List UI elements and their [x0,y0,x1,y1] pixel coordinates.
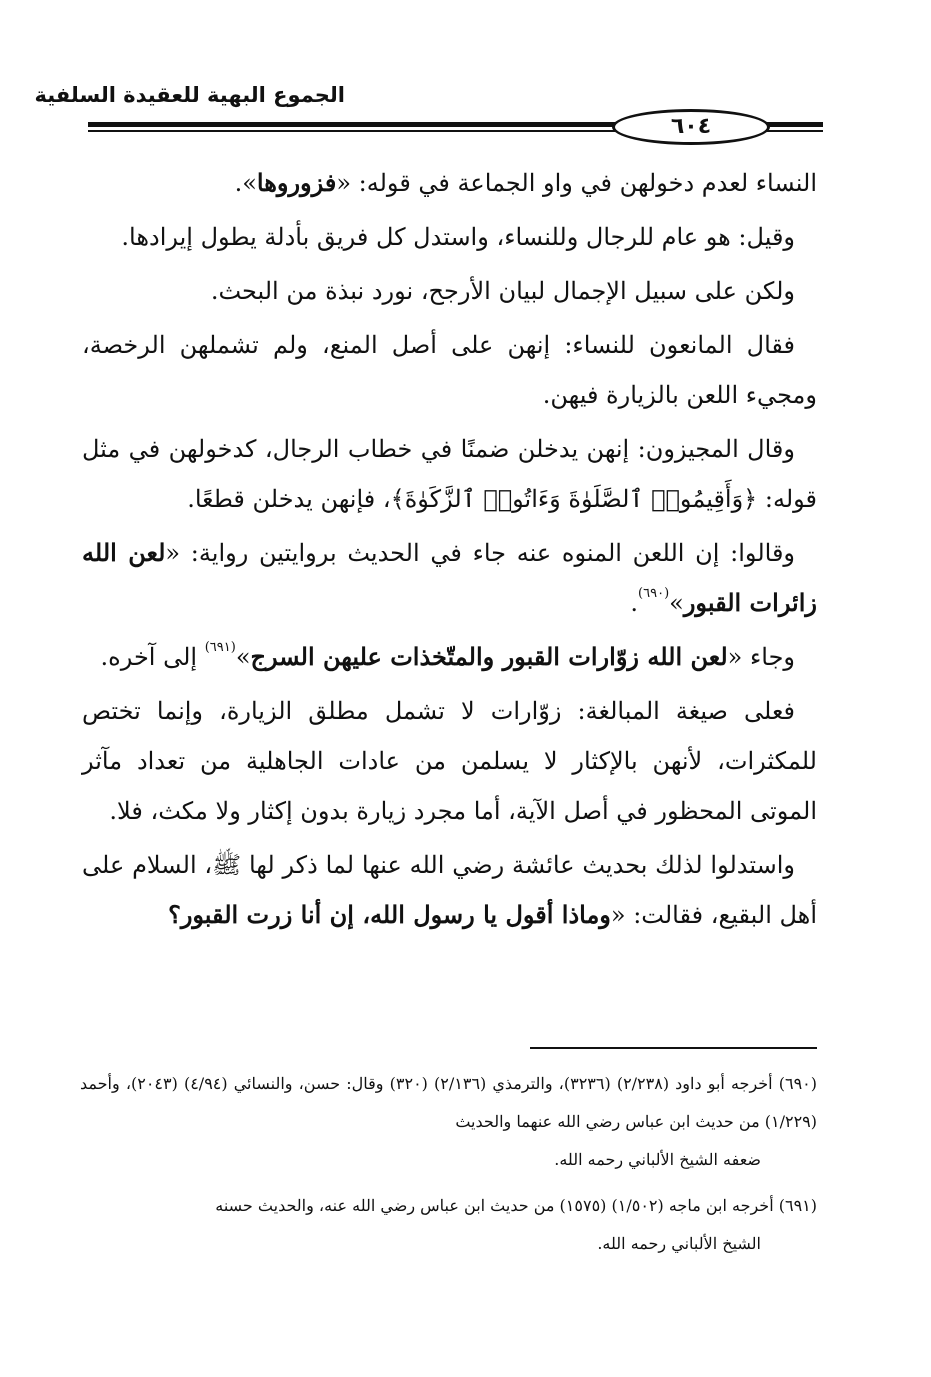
header-rule-right [765,122,823,127]
text: ». [234,169,257,197]
paragraph: ولكن على سبيل الإجمال لبيان الأرجح، نورد نبذة من البحث. [210,277,795,305]
body-text [82,158,817,944]
text: النساء لعدم دخولهن في واو الجماعة في قوله: « [336,169,817,197]
paragraph: وقيل: هو عام للرجال وللنساء، واستدل كل فريق بأدلة يطول إيرادها. [121,223,795,251]
running-title: الجموع البهية للعقيدة السلفية [34,83,345,107]
footnote-text: (٦٩٠) أخرجه أبو داود (٢/٢٣٨) (٣٢٣٦)، والترمذي (٢/١٣٦) (٣٢٠) وقال: حسن، والنسائي (٤/٩٤) (٢٠٤٣)، وأحمد (١/٢٢٩) من حديث ابن عباس رضي الله عنهما والحديث [80,1074,817,1131]
quran-verse: ﴿وَأَقِيمُوا۟ ٱلصَّلَوٰةَ وَءَاتُوا۟ ٱلزَّكَوٰةَ﴾ [390,485,758,513]
footnote-691 [80,1187,817,1263]
paragraph: فقال المانعون للنساء: إنهن على أصل المنع، ولم تشملهن الرخصة، ومجيء اللعن بالزيارة فيهن. [82,331,817,409]
footnotes [80,1065,817,1271]
footnote-ref[interactable]: (٦٩٠) [638,586,670,601]
footnote-text: (٦٩١) أخرجه ابن ماجه (١/٥٠٢) (١٥٧٥) من حديث ابن عباس رضي الله عنه، والحديث حسنه [215,1196,817,1215]
header-rule-thin [88,130,618,132]
hadith-quote: لعن الله زوّارات القبور والمتّخذات عليهن السرج [250,642,728,671]
paragraph [82,840,817,940]
text: وقالوا: إن اللعن المنوه عنه جاء في الحديث بروايتين رواية: « [165,539,796,567]
text: واستدلوا لذلك بحديث عائشة رضي الله عنها لما ذكر لها ﷺ، السلام على أهل البقيع، فقالت: « [82,851,817,929]
paragraph [82,528,817,628]
footnote-rule [530,1047,817,1049]
text: ، فإنهن يدخلن قطعًا. [187,485,391,513]
footnote-text: الشيخ الألباني رحمه الله. [597,1234,761,1253]
paragraph [82,424,817,524]
paragraph [82,158,817,208]
header-rule [88,122,618,127]
hadith-quote: لعن الله زائرات القبور [82,538,817,617]
header-rule-right-thin [765,130,823,132]
paragraph: فعلى صيغة المبالغة: زوّارات لا تشمل مطلق الزيارة، وإنما تختص للمكثرات، لأنهن بالإكثار لا يسلمن من عادات الجاهلية من تعداد مآثر الموتى المحظور في أصل الآية، أما مجرد زيارة بدون إكثار ولا مكث، فلا. [82,697,817,825]
paragraph [82,632,817,682]
footnote-690 [80,1065,817,1179]
footnote-text: ضعفه الشيخ الألباني رحمه الله. [554,1150,761,1169]
text: وجاء « [727,643,795,671]
footnote-ref[interactable]: (٦٩١) [204,640,236,655]
text: » [669,589,684,617]
text: إلى آخره. [100,643,205,671]
hadith-quote: فزوروها [256,168,337,197]
text: وقال المجيزون: إنهن يدخلن ضمنًا في خطاب الرجال، كدخولهن في مثل قوله: [82,435,817,513]
text: » [235,643,251,671]
page-number: ٦٠٤ [612,109,770,145]
hadith-quote: وماذا أقول يا رسول الله، إن أنا زرت القبور؟ [168,900,611,929]
text: . [630,589,639,617]
